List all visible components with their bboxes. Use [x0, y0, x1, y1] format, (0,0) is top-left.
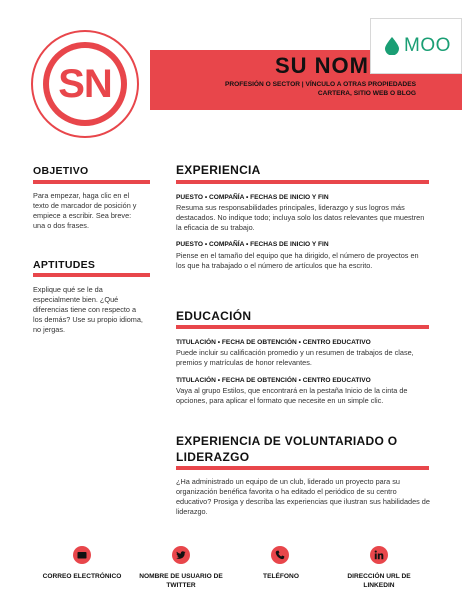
contact-twitter-label-line-1: NOMBRE DE USUARIO DE	[139, 573, 223, 580]
volunteer-text[interactable]: ¿Ha administrado un equipo de un club, liderado un proyecto para su organización benéfica favorita o ha editado el periódico de su centro educativo? Prosiga y describa las experiencias que ilustran sus habilidades de liderazgo.	[176, 477, 430, 516]
education-text-2[interactable]: Vaya al grupo Estilos, que encontrará en la pestaña Inicio de la cinta de opciones, para aplicar el formato que necesite en un simple clic.	[176, 386, 408, 405]
phone-icon[interactable]	[271, 546, 289, 564]
contact-twitter-label-line-2: TWITTER	[166, 582, 196, 589]
experience-text-1[interactable]: Resuma sus responsabilidades principales, liderazgo y sus logros más destacados. No indique todo; incluya solo los datos relevantes que muestren la eficacia de su trabajo.	[176, 203, 425, 232]
resume-name[interactable]: SU NOM	[275, 53, 369, 78]
email-glyph	[77, 550, 87, 560]
experience-text-2[interactable]: Piense en el tamaño del equipo que ha dirigido, el número de proyectos en los que ha trabajado o el número de artículos que ha escrito.	[176, 251, 419, 270]
contact-phone-label-line-1: TELÉFONO	[263, 573, 299, 580]
linkedin-glyph	[374, 550, 384, 560]
contact-linkedin-label-line-1: DIRECCIÓN URL DE	[347, 573, 411, 580]
contact-linkedin-label	[334, 572, 424, 590]
experience-job-1[interactable]: PUESTO • COMPAÑÍA • FECHAS DE INICIO Y FIN	[176, 194, 329, 201]
twitter-glyph	[176, 550, 186, 560]
contact-email-label-line-1: CORREO ELECTRÓNICO	[42, 573, 122, 580]
volunteer-rule	[176, 466, 429, 470]
moo-drop-icon	[385, 37, 399, 55]
education-degree-2[interactable]: TITULACIÓN • FECHA DE OBTENCIÓN • CENTRO EDUCATIVO	[176, 377, 371, 384]
experience-job-2[interactable]: PUESTO • COMPAÑÍA • FECHAS DE INICIO Y FIN	[176, 241, 329, 248]
skills-heading: APTITUDES	[33, 259, 96, 271]
email-icon[interactable]	[73, 546, 91, 564]
phone-glyph	[275, 550, 285, 560]
profession-line-2: CARTERA, SITIO WEB O BLOG	[317, 90, 416, 97]
education-degree-1[interactable]: TITULACIÓN • FECHA DE OBTENCIÓN • CENTRO EDUCATIVO	[176, 339, 371, 346]
skills-text[interactable]: Explique qué se le da especialmente bien. ¿Qué diferencias tiene con respecto a los demás? Use su propio idioma, no jergas.	[33, 285, 143, 334]
experience-rule	[176, 180, 429, 184]
initials[interactable]: SN	[58, 62, 112, 106]
contact-email-label	[32, 572, 132, 581]
linkedin-icon[interactable]	[370, 546, 388, 564]
education-rule	[176, 325, 429, 329]
contact-linkedin-label-line-2: LINKEDIN	[363, 582, 395, 589]
contact-phone-label	[236, 572, 326, 581]
education-heading: EDUCACIÓN	[176, 309, 252, 323]
contact-twitter-label	[127, 572, 235, 590]
twitter-icon[interactable]	[172, 546, 190, 564]
moo-badge[interactable]	[370, 18, 462, 74]
profession-line-1: PROFESIÓN O SECTOR | VÍNCULO A OTRAS PROPIEDADES	[224, 81, 416, 88]
objective-rule	[33, 180, 150, 184]
skills-rule	[33, 273, 150, 277]
volunteer-heading-line-2: LIDERAZGO	[176, 450, 250, 464]
volunteer-heading	[176, 433, 397, 465]
objective-heading: OBJETIVO	[33, 165, 89, 177]
moo-label: MOO	[404, 35, 451, 56]
education-text-1[interactable]: Puede incluir su calificación promedio y un resumen de trabajos de clase, premios y matrículas de honor relevantes.	[176, 348, 414, 367]
profession-line[interactable]	[176, 80, 416, 98]
volunteer-heading-line-1: EXPERIENCIA DE VOLUNTARIADO O	[176, 434, 398, 448]
objective-text[interactable]: Para empezar, haga clic en el texto de marcador de posición y empiece a escribir. Sea breve: una o dos frases.	[33, 191, 137, 230]
experience-heading: EXPERIENCIA	[176, 163, 261, 177]
